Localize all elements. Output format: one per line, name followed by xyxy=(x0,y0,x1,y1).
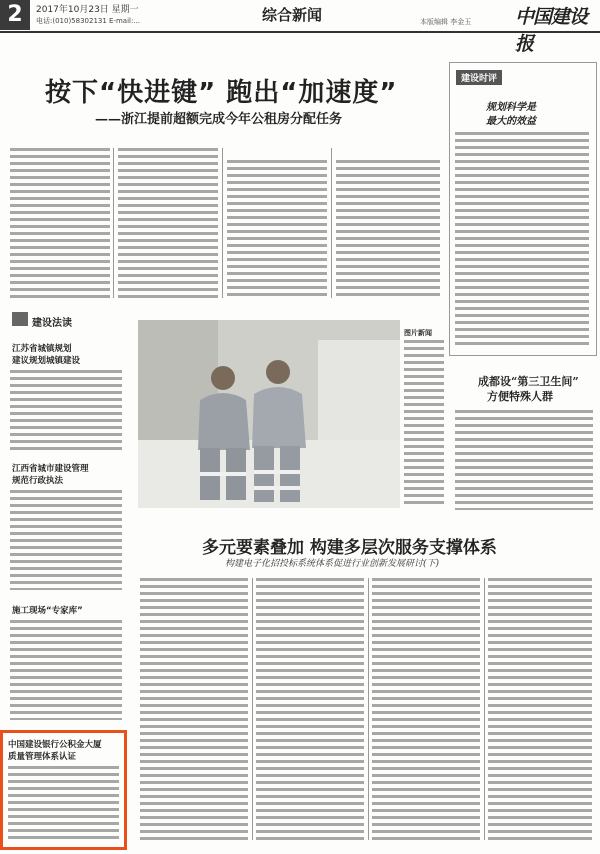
header-rule xyxy=(0,31,600,33)
highlight-headline[interactable]: 中国建设银行公积金大厦 xyxy=(8,740,102,750)
column-divider xyxy=(222,148,223,298)
column-divider xyxy=(113,148,114,298)
lead-headline[interactable]: 按下“快进键” 跑出“加速度” xyxy=(45,78,398,108)
lead-subheadline: ——浙江提前超额完成今年公租房分配任务 xyxy=(95,112,343,127)
section-title: 综合新闻 xyxy=(262,6,323,24)
left-headline-3[interactable]: 江西省城市建设管理 xyxy=(12,464,89,474)
feature-headline[interactable]: 多元要素叠加 构建多层次服务支撑体系 xyxy=(202,538,497,558)
column-divider xyxy=(484,578,485,840)
lead-column-1 xyxy=(10,148,110,298)
left-body-2 xyxy=(10,490,122,590)
commentary-title-line2[interactable]: 最大的效益 xyxy=(486,116,536,127)
left-headline-4[interactable]: 规范行政执法 xyxy=(12,476,64,486)
highlight-body xyxy=(8,766,119,842)
lead-column-2 xyxy=(118,148,218,298)
column-divider xyxy=(252,578,253,840)
left-headline-5[interactable]: 施工现场“专家库” xyxy=(12,606,83,616)
feature-column-1 xyxy=(140,578,248,840)
left-headline-2[interactable]: 建议规划城镇建设 xyxy=(12,356,81,366)
commentary-title[interactable]: 规划科学是 xyxy=(486,102,536,113)
masthead-logo: 中国建设报 xyxy=(515,6,588,55)
feature-subheadline: 构建电子化招投标系统体系促进行业创新发展研讨(下) xyxy=(225,559,440,569)
left-body-1 xyxy=(10,370,122,450)
column-divider xyxy=(331,148,332,298)
left-body-3 xyxy=(10,620,122,720)
feature-column-3 xyxy=(372,578,480,840)
lead-column-4 xyxy=(336,160,440,298)
photo-image xyxy=(138,320,400,508)
feature-column-2 xyxy=(256,578,364,840)
chengdu-headline-line2[interactable]: 方便特殊人群 xyxy=(487,390,553,403)
contact-line: 电话:(010)58302131 E-mail:... xyxy=(36,17,141,25)
issue-date: 2017年10月23日 星期一 xyxy=(36,5,139,15)
law-tag: 建设法读 xyxy=(32,318,72,329)
commentary-tag: 建设时评 xyxy=(456,70,502,85)
law-tag-marker xyxy=(12,312,28,326)
chengdu-headline[interactable]: 成都设“第三卫生间” xyxy=(478,375,579,388)
lead-column-3 xyxy=(227,160,327,298)
left-headline-1[interactable]: 江苏省城镇规划 xyxy=(12,344,72,354)
news-photo xyxy=(138,320,400,508)
commentary-body xyxy=(455,132,589,346)
chengdu-body xyxy=(455,410,593,510)
feature-column-4 xyxy=(488,578,592,840)
page-number: 2 xyxy=(0,0,30,30)
editor-line: 本版编辑 李金玉 xyxy=(420,18,472,26)
photo-caption-body xyxy=(404,340,444,508)
highlight-headline-line2[interactable]: 质量管理体系认证 xyxy=(8,752,77,762)
photo-caption-label: 图片新闻 xyxy=(404,329,432,337)
column-divider xyxy=(368,578,369,840)
